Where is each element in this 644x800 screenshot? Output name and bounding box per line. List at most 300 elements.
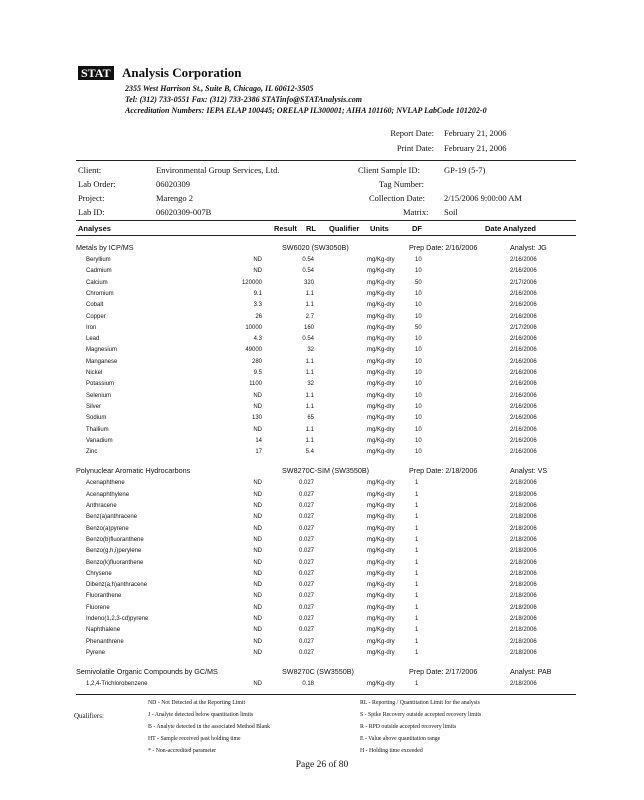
analyte-rl: 32 xyxy=(307,381,314,388)
analyte-units: mg/Kg-dry xyxy=(367,313,395,320)
analyte-date-analyzed: 2/16/2006 xyxy=(510,449,537,456)
analyte-df: 1 xyxy=(415,638,419,645)
section-header xyxy=(0,667,644,679)
analyte-name: Copper xyxy=(86,313,106,320)
analyte-date-analyzed: 2/16/2006 xyxy=(510,313,537,320)
section-method: SW6020 (SW3050B) xyxy=(282,243,349,252)
analyte-date-analyzed: 2/16/2006 xyxy=(510,403,537,410)
analyte-units: mg/Kg-dry xyxy=(367,582,395,589)
analyte-df: 1 xyxy=(415,582,419,589)
table-row xyxy=(0,582,644,593)
analyte-rl: 1.1 xyxy=(305,403,314,410)
client-value: Environmental Group Services, Ltd. xyxy=(156,165,280,175)
analyte-result: ND xyxy=(253,627,262,634)
analyte-result: 9.1 xyxy=(253,290,262,297)
client-label: Client: xyxy=(78,165,102,175)
section-method: SW8270C (SW3550B) xyxy=(282,667,354,677)
col-df: DF xyxy=(412,224,422,233)
analyte-name: Benzo(b)fluoranthene xyxy=(86,536,144,543)
analyte-df: 10 xyxy=(415,370,422,376)
collection-date-value: 2/15/2006 9:00:00 AM xyxy=(444,193,522,203)
analyte-rl: 160 xyxy=(303,324,314,331)
analyte-result: 280 xyxy=(251,358,262,365)
section-prep-date: Prep Date: 2/16/2006 xyxy=(409,243,478,252)
analyte-result: ND xyxy=(253,525,262,532)
analyte-units: mg/Kg-dry xyxy=(367,514,395,521)
col-result: Result xyxy=(274,224,297,233)
analyte-units: mg/Kg-dry xyxy=(367,426,395,433)
analyte-name: Iron xyxy=(86,324,97,331)
qualifier-h: H - Holding time exceeded xyxy=(360,748,423,754)
analyte-units: mg/Kg-dry xyxy=(367,593,395,600)
qualifier-b: B - Analyte detected in the associated Method Blank xyxy=(148,724,271,730)
table-row xyxy=(0,325,644,336)
qualifier-star: * - Non-accredited parameter xyxy=(148,748,217,754)
table-row xyxy=(0,393,644,404)
analyte-result: 49000 xyxy=(245,347,262,354)
analyte-name: Acenaphthene xyxy=(86,480,125,487)
analyte-result: ND xyxy=(253,503,262,509)
tag-number-label: Tag Number: xyxy=(379,179,424,189)
analyte-units: mg/Kg-dry xyxy=(367,370,395,376)
table-row xyxy=(0,571,644,582)
analyte-rl: 65 xyxy=(307,415,314,422)
analyte-result: 10000 xyxy=(245,324,262,331)
section-prep-date: Prep Date: 2/17/2006 xyxy=(409,667,478,677)
analyte-name: Acenaphthylene xyxy=(86,491,130,498)
analyte-name: Thallium xyxy=(86,426,109,433)
analyte-name: Naphthalene xyxy=(86,627,121,634)
analyte-date-analyzed: 2/16/2006 xyxy=(510,381,537,388)
collection-date-label: Collection Date: xyxy=(369,193,425,203)
analyte-units: mg/Kg-dry xyxy=(367,324,395,331)
analyte-units: mg/Kg-dry xyxy=(367,257,395,263)
analyte-date-analyzed: 2/18/2006 xyxy=(510,514,537,521)
analyte-name: Benzo(k)fluoranthene xyxy=(86,559,144,566)
table-row xyxy=(0,526,644,537)
company-logo: STAT xyxy=(78,66,114,80)
section-title: Metals by ICP/MS xyxy=(76,243,134,252)
analyte-df: 50 xyxy=(415,279,422,286)
company-contact: Tel: (312) 733-0551 Fax: (312) 733-2386 STATinfo@STATAnalysis.com xyxy=(125,95,362,104)
table-row xyxy=(0,415,644,426)
table-row xyxy=(0,503,644,514)
analyte-date-analyzed: 2/18/2006 xyxy=(510,627,537,634)
table-row xyxy=(0,537,644,548)
table-row xyxy=(0,438,644,449)
analyte-units: mg/Kg-dry xyxy=(367,403,395,410)
analyte-name: Pyrene xyxy=(86,649,106,656)
analyte-df: 1 xyxy=(415,593,419,600)
analyte-date-analyzed: 2/18/2006 xyxy=(510,638,537,645)
analyte-date-analyzed: 2/18/2006 xyxy=(510,548,537,555)
analyte-date-analyzed: 2/18/2006 xyxy=(510,604,537,611)
analyte-date-analyzed: 2/18/2006 xyxy=(510,480,537,487)
analyte-date-analyzed: 2/18/2006 xyxy=(510,616,537,622)
analyte-df: 1 xyxy=(415,503,419,509)
analyte-units: mg/Kg-dry xyxy=(367,381,395,388)
analyte-units: mg/Kg-dry xyxy=(367,548,395,555)
analyte-df: 1 xyxy=(415,559,419,566)
analyte-name: Chrysene xyxy=(86,570,112,577)
client-sample-id-label: Client Sample ID: xyxy=(358,165,420,175)
table-row xyxy=(0,560,644,571)
table-row xyxy=(0,605,644,616)
print-date-value: February 21, 2006 xyxy=(444,143,507,153)
section-prep-date: Prep Date: 2/18/2006 xyxy=(409,466,478,476)
table-row xyxy=(0,681,644,692)
analyte-units: mg/Kg-dry xyxy=(367,681,395,688)
analyte-units: mg/Kg-dry xyxy=(367,358,395,365)
analyte-df: 10 xyxy=(415,313,422,320)
lab-id-value: 06020309-007B xyxy=(156,207,212,217)
col-rl: RL xyxy=(306,224,316,233)
analyte-result: ND xyxy=(253,649,262,656)
table-row xyxy=(0,370,644,381)
qualifier-j: J - Analyte detected below quantitation limits xyxy=(148,712,254,718)
analyte-name: Potassium xyxy=(86,381,115,388)
analyte-df: 1 xyxy=(415,480,419,487)
qualifier-e: E - Value above quantitation range xyxy=(360,736,441,742)
analyte-rl: 0.54 xyxy=(302,268,314,275)
analyte-date-analyzed: 2/18/2006 xyxy=(510,593,537,600)
analyte-date-analyzed: 2/18/2006 xyxy=(510,649,537,656)
analyte-name: Cadmium xyxy=(86,268,112,275)
analyte-units: mg/Kg-dry xyxy=(367,604,395,611)
analyte-result: 9.5 xyxy=(253,370,262,376)
section-method: SW8270C-SIM (SW3550B) xyxy=(282,466,370,476)
analyte-result: 4.3 xyxy=(253,336,262,343)
analyte-result: 17 xyxy=(255,449,262,456)
analyte-date-analyzed: 2/16/2006 xyxy=(510,302,537,309)
analyte-df: 10 xyxy=(415,336,422,343)
analyte-result: ND xyxy=(253,570,262,577)
analyte-units: mg/Kg-dry xyxy=(367,279,395,286)
table-row xyxy=(0,639,644,650)
analyte-result: ND xyxy=(253,491,262,498)
analyte-rl: 0.027 xyxy=(298,503,314,509)
analyte-date-analyzed: 2/16/2006 xyxy=(510,370,537,376)
analyte-name: 1,2,4-Trichlorobenzene xyxy=(86,681,148,688)
section-header xyxy=(0,466,644,478)
analyte-name: Fluorene xyxy=(86,604,110,611)
info-divider xyxy=(76,220,576,221)
analyte-date-analyzed: 2/18/2006 xyxy=(510,525,537,532)
table-row xyxy=(0,616,644,627)
analyte-rl: 1.1 xyxy=(305,302,314,309)
analyte-rl: 0.027 xyxy=(298,649,314,656)
analyte-rl: 0.54 xyxy=(302,257,314,263)
table-row xyxy=(0,404,644,415)
analyte-units: mg/Kg-dry xyxy=(367,570,395,577)
analyte-date-analyzed: 2/16/2006 xyxy=(510,347,537,354)
analyte-rl: 0.027 xyxy=(298,559,314,566)
analyte-result: 26 xyxy=(255,313,262,320)
analyte-df: 1 xyxy=(415,627,419,634)
analyte-rl: 0.027 xyxy=(298,491,314,498)
analyte-result: ND xyxy=(253,548,262,555)
analyte-units: mg/Kg-dry xyxy=(367,480,395,487)
company-accreditation: Accreditation Numbers: IEPA ELAP 100445; ORELAP IL300001; AIHA 101160; NVLAP LabCode 101202-0 xyxy=(125,106,487,115)
analyte-result: 14 xyxy=(255,437,262,444)
matrix-label: Matrix: xyxy=(403,207,429,217)
analyte-result: ND xyxy=(253,392,262,399)
report-date-value: February 21, 2006 xyxy=(444,128,507,138)
table-row xyxy=(0,627,644,638)
client-sample-id-value: GP-19 (5-7) xyxy=(444,165,486,175)
analyte-df: 1 xyxy=(415,536,419,543)
analyte-name: Dibenz(a,h)anthracene xyxy=(86,582,148,589)
analyte-rl: 1.1 xyxy=(305,290,314,297)
analyte-result: ND xyxy=(253,514,262,521)
column-header-divider xyxy=(76,235,576,236)
analyte-units: mg/Kg-dry xyxy=(367,449,395,456)
analyte-df: 1 xyxy=(415,548,419,555)
analyte-result: ND xyxy=(253,268,262,275)
analyte-name: Silver xyxy=(86,403,102,410)
analyte-rl: 2.7 xyxy=(305,313,314,320)
analyte-date-analyzed: 2/16/2006 xyxy=(510,268,537,275)
qualifier-r: R - RPD outside accepted recovery limits xyxy=(360,724,457,730)
analyte-units: mg/Kg-dry xyxy=(367,616,395,622)
lab-order-label: Lab Order: xyxy=(78,179,116,189)
analyte-units: mg/Kg-dry xyxy=(367,290,395,297)
analyte-name: Phenanthrene xyxy=(86,638,124,645)
analyte-result: ND xyxy=(253,604,262,611)
analyte-rl: 0.027 xyxy=(298,638,314,645)
analyte-units: mg/Kg-dry xyxy=(367,503,395,509)
analyte-units: mg/Kg-dry xyxy=(367,392,395,399)
table-row xyxy=(0,548,644,559)
analyte-df: 10 xyxy=(415,426,422,433)
analyte-result: ND xyxy=(253,559,262,566)
header-divider xyxy=(76,160,576,161)
analyte-name: Indeno(1,2,3-cd)pyrene xyxy=(86,616,149,622)
analyte-result: ND xyxy=(253,681,262,688)
analyte-df: 10 xyxy=(415,392,422,399)
analyte-result: ND xyxy=(253,638,262,645)
analyte-df: 10 xyxy=(415,290,422,297)
analyte-units: mg/Kg-dry xyxy=(367,491,395,498)
table-row xyxy=(0,449,644,460)
analyte-units: mg/Kg-dry xyxy=(367,302,395,309)
analyte-date-analyzed: 2/16/2006 xyxy=(510,426,537,433)
matrix-value: Soil xyxy=(444,207,458,217)
analyte-units: mg/Kg-dry xyxy=(367,649,395,656)
analyte-name: Zinc xyxy=(86,449,98,456)
analyte-name: Chromium xyxy=(86,290,114,297)
analyte-units: mg/Kg-dry xyxy=(367,336,395,343)
analyte-df: 10 xyxy=(415,403,422,410)
analyte-units: mg/Kg-dry xyxy=(367,536,395,543)
analyte-result: 120000 xyxy=(241,279,262,286)
analyte-date-analyzed: 2/18/2006 xyxy=(510,536,537,543)
analyte-date-analyzed: 2/16/2006 xyxy=(510,257,537,263)
analyte-date-analyzed: 2/18/2006 xyxy=(510,582,537,589)
table-row xyxy=(0,314,644,325)
analyte-name: Cobalt xyxy=(86,302,104,309)
analyte-name: Magnesium xyxy=(86,347,118,354)
analyte-df: 10 xyxy=(415,437,422,444)
analyte-rl: 1.1 xyxy=(305,358,314,365)
analyte-units: mg/Kg-dry xyxy=(367,268,395,275)
table-row xyxy=(0,593,644,604)
table-row xyxy=(0,359,644,370)
analyte-result: ND xyxy=(253,582,262,589)
analyte-df: 1 xyxy=(415,649,419,656)
section-analyst: Analyst: JG xyxy=(510,243,547,252)
table-row xyxy=(0,336,644,347)
table-row xyxy=(0,650,644,661)
analyte-df: 10 xyxy=(415,381,422,388)
analyte-df: 1 xyxy=(415,681,419,688)
analyte-result: 1100 xyxy=(249,381,262,388)
analyte-rl: 0.027 xyxy=(298,514,314,521)
analyte-name: Calcium xyxy=(86,279,108,286)
col-analyses: Analyses xyxy=(78,224,111,233)
report-date-label: Report Date: xyxy=(390,128,434,138)
analyte-df: 1 xyxy=(415,491,419,498)
page-footer: Page 26 of 80 xyxy=(295,760,349,770)
company-name: Analysis Corporation xyxy=(122,65,242,80)
analyte-date-analyzed: 2/16/2006 xyxy=(510,437,537,444)
analyte-result: ND xyxy=(253,403,262,410)
analyte-date-analyzed: 2/16/2006 xyxy=(510,415,537,422)
analyte-name: Selenium xyxy=(86,392,112,399)
lab-id-label: Lab ID: xyxy=(78,207,105,217)
analyte-name: Beryllium xyxy=(86,257,111,263)
qualifier-s: S - Spike Recovery outside accepted recovery limits xyxy=(360,712,482,718)
table-row xyxy=(0,480,644,491)
table-row xyxy=(0,381,644,392)
analyte-df: 10 xyxy=(415,257,422,263)
section-header xyxy=(0,243,644,255)
analyte-rl: 320 xyxy=(303,279,314,286)
analyte-result: ND xyxy=(253,616,262,622)
analyte-rl: 0.54 xyxy=(302,336,314,343)
qualifier-rl: RL - Reporting / Quantitation Limit for the analysis xyxy=(360,700,480,706)
analyte-date-analyzed: 2/17/2006 xyxy=(510,324,537,331)
analyte-rl: 1.1 xyxy=(305,392,314,399)
table-row xyxy=(0,492,644,503)
analyte-rl: 0.027 xyxy=(298,604,314,611)
qualifiers-label: Qualifiers: xyxy=(74,712,104,720)
analyte-df: 10 xyxy=(415,358,422,365)
table-row xyxy=(0,291,644,302)
analyte-rl: 0.027 xyxy=(298,525,314,532)
table-row xyxy=(0,268,644,279)
table-row xyxy=(0,302,644,313)
table-row xyxy=(0,280,644,291)
analyte-name: Anthracene xyxy=(86,503,117,509)
analyte-name: Lead xyxy=(86,336,100,343)
analyte-df: 10 xyxy=(415,449,422,456)
analyte-name: Benzo(g,h,i)perylene xyxy=(86,548,142,555)
print-date-label: Print Date: xyxy=(396,143,434,153)
analyte-result: ND xyxy=(253,426,262,433)
analyte-name: Benzo(a)pyrene xyxy=(86,525,129,532)
analyte-rl: 32 xyxy=(307,347,314,354)
analyte-name: Manganese xyxy=(86,358,118,365)
analyte-units: mg/Kg-dry xyxy=(367,525,395,532)
qualifier-nd: ND - Not Detected at the Reporting Limit xyxy=(148,700,246,706)
analyte-df: 1 xyxy=(415,604,419,611)
analyte-units: mg/Kg-dry xyxy=(367,627,395,634)
col-units: Units xyxy=(370,224,389,233)
analyte-rl: 1.1 xyxy=(305,437,314,444)
analyte-df: 10 xyxy=(415,302,422,309)
company-address: 2355 West Harrison St., Suite B, Chicago, IL 60612-3505 xyxy=(125,84,314,93)
analyte-rl: 0.027 xyxy=(298,582,314,589)
lab-order-value: 06020309 xyxy=(156,179,190,189)
section-analyst: Analyst: PAB xyxy=(510,667,552,677)
analyte-rl: 0.027 xyxy=(298,627,314,634)
analyte-date-analyzed: 2/18/2006 xyxy=(510,570,537,577)
project-label: Project: xyxy=(78,193,105,203)
analyte-rl: 0.027 xyxy=(298,570,314,577)
table-row xyxy=(0,514,644,525)
analyte-result: 130 xyxy=(251,415,262,422)
analyte-rl: 1.1 xyxy=(305,370,314,376)
analyte-df: 1 xyxy=(415,570,419,577)
analyte-units: mg/Kg-dry xyxy=(367,437,395,444)
analyte-rl: 0.027 xyxy=(298,480,314,487)
analyte-result: 3.3 xyxy=(253,302,262,309)
analyte-df: 10 xyxy=(415,347,422,354)
section-title: Polynuclear Aromatic Hydrocarbons xyxy=(76,466,191,476)
analyte-df: 1 xyxy=(415,525,419,532)
project-value: Marengo 2 xyxy=(156,193,194,203)
analyte-result: ND xyxy=(253,480,262,487)
analyte-date-analyzed: 2/17/2006 xyxy=(510,279,537,286)
analyte-date-analyzed: 2/16/2006 xyxy=(510,392,537,399)
analyte-name: Sodium xyxy=(86,415,107,422)
analyte-df: 10 xyxy=(415,415,422,422)
table-row xyxy=(0,347,644,358)
analyte-df: 1 xyxy=(415,616,419,622)
analyte-df: 1 xyxy=(415,514,419,521)
analyte-result: ND xyxy=(253,593,262,600)
analyte-df: 50 xyxy=(415,324,422,331)
analyte-date-analyzed: 2/18/2006 xyxy=(510,503,537,509)
qualifiers-divider xyxy=(76,694,576,695)
analyte-rl: 0.027 xyxy=(298,548,314,555)
analyte-date-analyzed: 2/18/2006 xyxy=(510,559,537,566)
analyte-units: mg/Kg-dry xyxy=(367,559,395,566)
analyte-units: mg/Kg-dry xyxy=(367,347,395,354)
analyte-date-analyzed: 2/16/2006 xyxy=(510,358,537,365)
analyte-rl: 5.4 xyxy=(305,449,314,456)
analyte-date-analyzed: 2/18/2006 xyxy=(510,681,537,688)
analyte-rl: 0.027 xyxy=(298,593,314,600)
analyte-units: mg/Kg-dry xyxy=(367,415,395,422)
analyte-rl: 0.027 xyxy=(298,616,314,622)
analyte-result: ND xyxy=(253,257,262,263)
analyte-date-analyzed: 2/18/2006 xyxy=(510,491,537,498)
analyte-df: 10 xyxy=(415,268,422,275)
analyte-result: ND xyxy=(253,536,262,543)
analyte-rl: 1.1 xyxy=(305,426,314,433)
col-date-analyzed: Date Analyzed xyxy=(485,224,536,233)
analyte-date-analyzed: 2/16/2006 xyxy=(510,336,537,343)
analyte-date-analyzed: 2/16/2006 xyxy=(510,290,537,297)
table-row xyxy=(0,427,644,438)
analyte-units: mg/Kg-dry xyxy=(367,638,395,645)
analyte-rl: 0.18 xyxy=(302,681,314,688)
analyte-name: Nickel xyxy=(86,370,103,376)
analyte-name: Fluoranthene xyxy=(86,593,122,600)
section-title: Semivolatile Organic Compounds by GC/MS xyxy=(76,667,218,677)
